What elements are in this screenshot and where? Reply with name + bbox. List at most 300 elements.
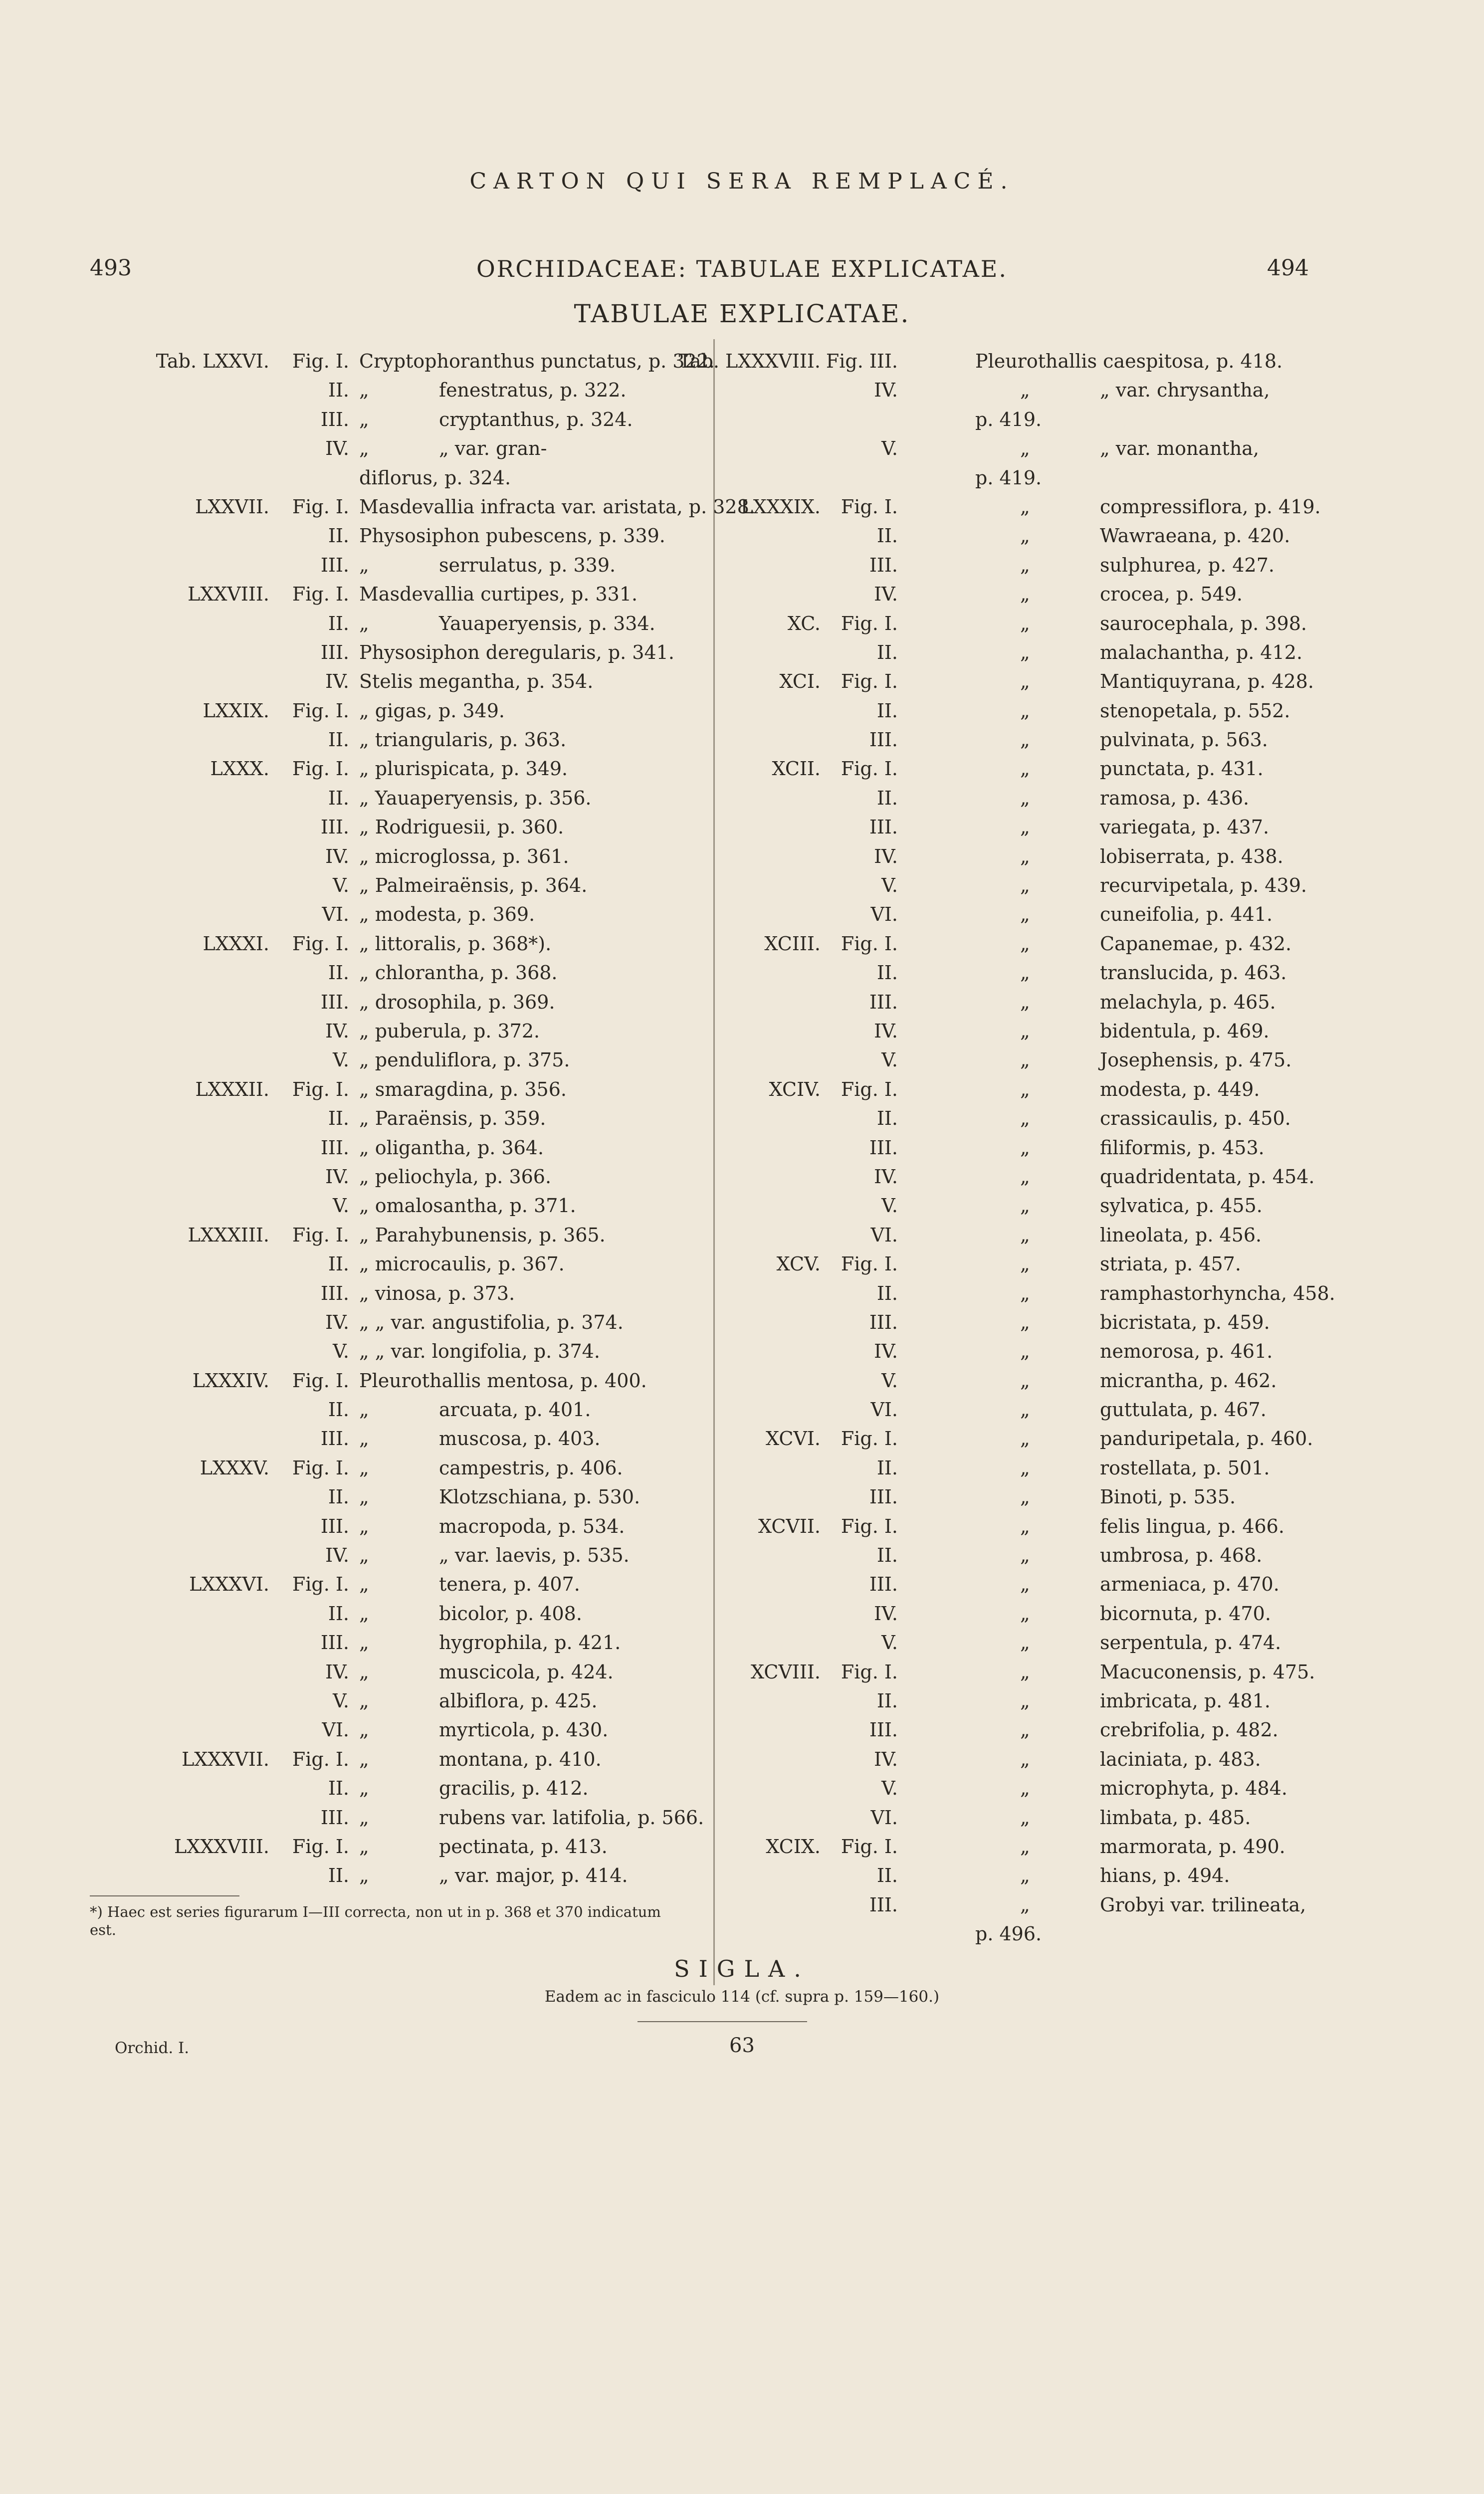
species-entry: nemorosa, p. 461. [1100,1340,1273,1363]
species-entry: malachantha, p. 412. [1100,641,1303,663]
species-entry: hygrophila, p. 421. [439,1632,621,1654]
table-row [726,1541,1344,1570]
table-row [726,1424,1344,1453]
ditto-mark: „ [359,1865,369,1887]
ditto-mark: „ [1020,1573,1030,1596]
species-entry: Capanemae, p. 432. [1100,932,1292,955]
species-entry: „ oligantha, p. 364. [359,1136,544,1159]
ditto-mark: „ [1020,641,1030,663]
species-entry: pulvinata, p. 563. [1100,729,1268,751]
figure-number: II. [876,1689,898,1712]
figure-number: V. [881,437,898,460]
ditto-mark: „ [1020,1340,1030,1363]
figure-number: II. [876,699,898,722]
ditto-mark: „ [359,1486,369,1508]
figure-number: Fig. I. [841,758,898,780]
figure-number: II. [876,1107,898,1130]
species-entry: „ triangularis, p. 363. [359,729,567,751]
figure-number: Fig. I. [292,1369,349,1392]
table-row [80,1191,688,1220]
species-entry: variegata, p. 437. [1100,816,1270,838]
species-entry: myrticola, p. 430. [439,1719,609,1741]
figure-number: Fig. I. [841,1078,898,1100]
figure-number: IV. [874,845,898,867]
species-entry: „ „ var. angustifolia, p. 374. [359,1311,624,1333]
figure-number: II. [328,962,349,984]
species-entry: „ drosophila, p. 369. [359,991,555,1013]
sigla-title: SIGLA. [674,1955,810,1982]
species-entry: micrantha, p. 462. [1100,1369,1277,1392]
species-entry: stenopetala, p. 552. [1100,699,1290,722]
table-row [80,1832,688,1861]
species-entry: bicornuta, p. 470. [1100,1602,1271,1625]
species-entry: Macuconensis, p. 475. [1100,1661,1315,1683]
species-entry: diflorus, p. 324. [359,466,511,489]
signature-number: 63 [729,2034,755,2057]
table-row [80,1861,688,1890]
table-row [726,958,1344,987]
figure-number: II. [328,525,349,547]
species-entry: lineolata, p. 456. [1100,1224,1262,1246]
ditto-mark: „ [1020,787,1030,809]
ditto-mark: „ [1020,612,1030,634]
ditto-mark: „ [1020,1078,1030,1100]
ditto-mark: „ [1020,1224,1030,1246]
figure-number: V. [881,1195,898,1217]
table-row [726,784,1344,813]
species-entry: Grobyi var. trilineata, [1100,1893,1306,1916]
ditto-mark: „ [359,1399,369,1421]
figure-number: III. [869,1311,898,1333]
figure-number: Fig. I. [841,495,898,518]
table-row [726,929,1344,958]
ditto-mark: „ [1020,1311,1030,1333]
ditto-mark: „ [1020,1748,1030,1770]
species-entry: Pleurothallis caespitosa, p. 418. [975,350,1283,372]
ditto-mark: „ [1020,1544,1030,1567]
table-row [80,696,688,725]
table-row [80,1162,688,1191]
ditto-mark: „ [1020,437,1030,460]
column-divider [713,339,715,1985]
figure-number: III. [320,1282,349,1304]
plate-number: XC. [787,612,821,634]
species-entry: marmorata, p. 490. [1100,1835,1285,1858]
species-entry: „ modesta, p. 369. [359,903,535,926]
figure-number: III. [869,554,898,576]
species-entry: Masdevallia curtipes, p. 331. [359,583,638,606]
figure-number: II. [328,1602,349,1625]
table-row [80,405,688,434]
species-entry: gracilis, p. 412. [439,1777,589,1800]
species-entry: limbata, p. 485. [1100,1806,1251,1829]
table-row [726,1803,1344,1832]
ditto-mark: „ [1020,1195,1030,1217]
figure-number: III. [320,1806,349,1829]
table-row [80,871,688,900]
figure-number: IV. [325,1165,349,1188]
species-entry: „ Paraënsis, p. 359. [359,1107,546,1130]
figure-number: Fig. I. [292,1748,349,1770]
ditto-mark: „ [359,1632,369,1654]
figure-number: III. [869,816,898,838]
table-row [80,1803,704,1832]
figure-number: IV. [874,1602,898,1625]
figure-number: II. [876,962,898,984]
figure-number: Fig. I. [841,1835,898,1858]
ditto-mark: „ [359,1777,369,1800]
table-row [726,1774,1344,1803]
replacement-notice: CARTON QUI SERA REMPLACÉ. [469,169,1015,194]
table-row [80,1279,688,1308]
figure-number: Fig. I. [292,1835,349,1858]
plate-number: XCVII. [758,1515,821,1537]
figure-number: VI. [870,1399,898,1421]
ditto-mark: „ [1020,1428,1030,1450]
plate-number: LXXXVIII. [174,1835,269,1858]
footnote: *) Haec est series figurarum I—III correcta, non ut in p. 368 et 370 indicatum est. [90,1903,661,1938]
species-entry: imbricata, p. 481. [1100,1689,1271,1712]
table-row [726,1745,1344,1774]
ditto-mark: „ [1020,1661,1030,1683]
table-row [726,638,1344,667]
figure-number: IV. [874,379,898,402]
table-row [726,1832,1344,1861]
species-entry: p. 496. [975,1923,1042,1945]
section-title: TABULAE EXPLICATAE. [574,299,910,328]
table-row [726,1075,1344,1104]
species-entry: compressiflora, p. 419. [1100,495,1321,518]
table-row [726,667,1344,696]
table-row [80,551,688,580]
species-entry: Klotzschiana, p. 530. [439,1486,640,1508]
figure-number: V. [333,1195,349,1217]
plate-number: XCIII. [764,932,821,955]
species-entry: Masdevallia infracta var. aristata, p. 328. [359,495,755,518]
figure-number: Fig. I. [841,1661,898,1683]
table-row [80,1541,688,1570]
figure-number: VI. [322,1719,349,1741]
species-entry: pectinata, p. 413. [439,1835,608,1858]
species-entry: bidentula, p. 469. [1100,1020,1270,1042]
figure-number: Fig. I. [292,699,349,722]
table-row [80,1075,688,1104]
table-row [726,1890,1344,1919]
species-entry: Cryptophoranthus punctatus, p. 322. [359,350,715,372]
table-row [80,813,688,841]
species-entry: „ var. monantha, [1100,437,1260,460]
ditto-mark: „ [359,1602,369,1625]
species-entry: Binoti, p. 535. [1100,1486,1236,1508]
species-entry: saurocephala, p. 398. [1100,612,1307,634]
table-row [80,725,688,754]
figure-number: II. [876,525,898,547]
table-row [726,1599,1344,1628]
table-row [726,1686,1344,1715]
species-entry: bicolor, p. 408. [439,1602,582,1625]
ditto-mark: „ [1020,1486,1030,1508]
figure-number: II. [328,787,349,809]
species-entry: filiformis, p. 453. [1100,1136,1265,1159]
species-entry: arcuata, p. 401. [439,1399,591,1421]
table-row [726,1658,1344,1686]
plate-number: XCV. [776,1253,821,1275]
figure-number: II. [876,787,898,809]
figure-number: IV. [325,1020,349,1042]
ditto-mark: „ [359,1689,369,1712]
ditto-mark: „ [1020,1632,1030,1654]
species-entry: Josephensis, p. 475. [1100,1049,1292,1071]
plate-number: LXXVIII. [188,583,269,606]
table-row [80,1658,688,1686]
species-entry: Physosiphon pubescens, p. 339. [359,525,665,547]
species-entry: quadridentata, p. 454. [1100,1165,1315,1188]
species-entry: „ littoralis, p. 368*). [359,932,552,955]
plate-number: XCIV. [769,1078,821,1100]
table-row [80,434,688,463]
table-row [80,463,688,492]
species-entry: hians, p. 494. [1100,1865,1230,1887]
table-row [80,492,755,521]
ditto-mark: „ [1020,729,1030,751]
page-number-right: 494 [1267,255,1309,281]
ditto-mark: „ [1020,1806,1030,1829]
species-entry: „ chlorantha, p. 368. [359,962,558,984]
species-entry: umbrosa, p. 468. [1100,1544,1263,1567]
table-row [726,1919,1344,1948]
figure-number: III. [869,991,898,1013]
figure-number: II. [328,612,349,634]
figure-number: Fig. I. [841,1515,898,1537]
ditto-mark: „ [1020,670,1030,693]
species-entry: „ var. major, p. 414. [439,1865,628,1887]
species-entry: fenestratus, p. 322. [439,379,627,402]
ditto-mark: „ [359,408,369,430]
species-entry: „ var. gran- [439,437,547,460]
figure-number: VI. [870,1806,898,1829]
figure-number: II. [328,1107,349,1130]
ditto-mark: „ [1020,962,1030,984]
plate-number: Tab. LXXXVIII. [678,350,821,372]
figure-number: III. [320,1428,349,1450]
figure-number: III. [320,816,349,838]
table-row [726,405,1344,434]
table-row [726,871,1344,900]
table-row [726,754,1344,783]
table-row [726,434,1344,463]
table-row [726,1715,1344,1744]
plate-number: LXXXIV. [192,1369,269,1392]
species-entry: montana, p. 410. [439,1748,602,1770]
ditto-mark: „ [359,1661,369,1683]
species-entry: p. 419. [975,408,1042,430]
table-row [726,1454,1344,1482]
ditto-mark: „ [359,379,369,402]
ditto-mark: „ [1020,816,1030,838]
figure-number: III. [869,1486,898,1508]
figure-number: II. [328,1865,349,1887]
figure-number: III. [320,1632,349,1654]
table-row [80,958,688,987]
table-row [726,1162,1344,1191]
species-entry: striata, p. 457. [1100,1253,1241,1275]
plate-number: LXXXVII. [182,1748,269,1770]
table-row [726,1133,1344,1162]
species-entry: „ Palmeiraënsis, p. 364. [359,874,588,897]
ditto-mark: „ [1020,1835,1030,1858]
table-row [726,813,1344,841]
figure-number: III. [320,1515,349,1537]
species-entry: armeniaca, p. 470. [1100,1573,1279,1596]
species-entry: Mantiquyrana, p. 428. [1100,670,1314,693]
figure-number: IV. [874,1748,898,1770]
figure-number: II. [328,1399,349,1421]
species-entry: sylvatica, p. 455. [1100,1195,1263,1217]
species-entry: ramphastorhyncha, 458. [1100,1282,1335,1304]
ditto-mark: „ [1020,1399,1030,1421]
figure-number: III. [869,729,898,751]
figure-number: II. [328,1253,349,1275]
table-row [80,1570,688,1599]
table-row [80,988,688,1017]
figure-number: II. [876,1456,898,1479]
species-entry: Stelis megantha, p. 354. [359,670,594,693]
table-row [80,580,688,609]
figure-number: IV. [874,583,898,606]
ditto-mark: „ [1020,1865,1030,1887]
footnote-rule [90,1895,239,1896]
sigla-text: Eadem ac in fasciculo 114 (cf. supra p. 159—160.) [544,1988,940,2006]
species-entry: recurvipetala, p. 439. [1100,874,1307,897]
table-row [726,609,1344,638]
species-entry: serrulatus, p. 339. [439,554,616,576]
table-row [80,842,688,871]
figure-number: V. [881,1369,898,1392]
ditto-mark: „ [359,1806,369,1829]
sigla-rule [637,2021,807,2022]
figure-number: III. [869,1136,898,1159]
ditto-mark: „ [1020,495,1030,518]
species-entry: serpentula, p. 474. [1100,1632,1281,1654]
figure-number: II. [876,1282,898,1304]
species-entry: „ plurispicata, p. 349. [359,758,568,780]
ditto-mark: „ [1020,874,1030,897]
figure-number: VI. [322,903,349,926]
table-row [80,1628,688,1657]
table-row [80,1424,688,1453]
table-row [80,1599,688,1628]
table-row [726,1366,1344,1395]
species-entry: modesta, p. 449. [1100,1078,1260,1100]
figure-number: II. [328,729,349,751]
figure-number: Fig. I. [292,583,349,606]
species-entry: Physosiphon deregularis, p. 341. [359,641,674,663]
plate-number: Tab. LXXVI. [156,350,269,372]
ditto-mark: „ [1020,525,1030,547]
figure-number: V. [881,1777,898,1800]
species-entry: „ Parahybunensis, p. 365. [359,1224,606,1246]
species-entry: panduripetala, p. 460. [1100,1428,1313,1450]
ditto-mark: „ [359,1719,369,1741]
plate-number: LXXIX. [203,699,269,722]
table-row [726,696,1344,725]
table-row [726,376,1344,405]
species-entry: Yauaperyensis, p. 334. [439,612,655,634]
table-row [726,842,1344,871]
table-row [726,900,1344,929]
table-row [80,376,688,405]
species-entry: „ microglossa, p. 361. [359,845,569,867]
plate-number: LXXXIX. [740,495,821,518]
plate-number: LXXXV. [200,1456,269,1479]
table-row [80,1482,688,1511]
figure-number: III. [320,991,349,1013]
species-entry: tenera, p. 407. [439,1573,580,1596]
ditto-mark: „ [1020,903,1030,926]
table-row [80,638,688,667]
table-row [726,521,1344,550]
running-title: ORCHIDACEAE: TABULAE EXPLICATAE. [476,255,1008,282]
figure-number: Fig. I. [292,1078,349,1100]
species-entry: bicristata, p. 459. [1100,1311,1270,1333]
species-entry: laciniata, p. 483. [1100,1748,1261,1770]
table-row [726,1221,1344,1249]
figure-number: II. [328,379,349,402]
species-entry: campestris, p. 406. [439,1456,623,1479]
ditto-mark: „ [1020,1165,1030,1188]
figure-number: V. [881,1049,898,1071]
species-entry: rubens var. latifolia, p. 566. [439,1806,704,1829]
table-row [726,1104,1344,1133]
table-row [80,754,688,783]
ditto-mark: „ [1020,845,1030,867]
ditto-mark: „ [1020,991,1030,1013]
figure-number: V. [333,1340,349,1363]
ditto-mark: „ [1020,554,1030,576]
right-column [678,347,1344,1948]
table-row [726,988,1344,1017]
figure-number: V. [881,1632,898,1654]
ditto-mark: „ [359,437,369,460]
species-entry: muscicola, p. 424. [439,1661,614,1683]
species-entry: felis lingua, p. 466. [1100,1515,1284,1537]
species-entry: sulphurea, p. 427. [1100,554,1274,576]
figure-number: V. [333,874,349,897]
table-row [80,347,715,376]
figure-number: Fig. I. [292,350,349,372]
figure-number: Fig. I. [292,932,349,955]
figure-number: II. [328,1777,349,1800]
figure-number: Fig. I. [292,495,349,518]
table-row [726,1249,1344,1278]
figure-number: III. [869,1719,898,1741]
ditto-mark: „ [359,1573,369,1596]
table-row [726,1337,1344,1366]
species-entry: Wawraeana, p. 420. [1100,525,1290,547]
ditto-mark: „ [359,1428,369,1450]
figure-number: IV. [325,1544,349,1567]
ditto-mark: „ [359,1515,369,1537]
species-entry: „ microcaulis, p. 367. [359,1253,565,1275]
table-row [80,900,688,929]
figure-number: II. [876,1865,898,1887]
figure-number: II. [876,641,898,663]
table-row [80,667,688,696]
page-number-left: 493 [90,255,132,281]
species-entry: „ omalosantha, p. 371. [359,1195,576,1217]
species-entry: cryptanthus, p. 324. [439,408,633,430]
figure-number: V. [881,874,898,897]
